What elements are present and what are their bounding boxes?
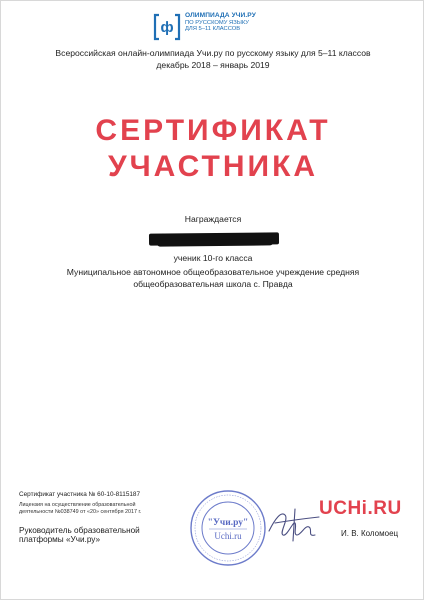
head-title-line-2: платформы «Учи.ру» [19,535,101,545]
signature-icon [265,501,325,545]
license-line-2: деятельности №038749 от «20» сентября 2017 г. [19,508,142,515]
student-grade: ученик 10-го класса [173,253,253,263]
olympiad-bracket-icon [153,13,181,41]
logo-line-1: ОЛИМПИАДА УЧИ.РУ [185,12,256,19]
stamp-text-bottom: Uchi.ru [214,531,242,541]
license-info [19,502,179,516]
head-title [19,526,179,546]
redacted-name [149,232,279,245]
head-title-line-1: Руководитель образовательной [19,525,140,535]
olympiad-dates: декабрь 2018 – январь 2019 [156,60,270,70]
signer-name: И. В. Коломоец [341,529,399,538]
svg-text:ф: ф [160,19,174,36]
certificate-title: СЕРТИФИКАТ [95,114,331,147]
awarded-label: Награждается [184,214,242,224]
stamp-text-top: "Учи.ру" [207,518,249,528]
logo-line-3: ДЛЯ 5–11 КЛАССОВ [185,26,241,32]
license-line-1: Лицензия на осуществление образовательной [19,502,136,508]
olympiad-logo-text [185,13,256,32]
logo-line-2: ПО РУССКОМУ ЯЗЫКУ [185,19,249,26]
certificate-subtitle: УЧАСТНИКА [107,150,319,183]
uchi-logo: UCHi.RU [319,498,402,519]
olympiad-subtitle: Всероссийская онлайн-олимпиада Учи.ру по русскому языку для 5–11 классов [55,48,371,58]
certificate-number: Сертификат участника № 60-10-8115187 [19,491,141,498]
official-stamp-icon [189,489,267,567]
footer-left [19,491,179,545]
school-name: Муниципальное автономное общеобразовательное учреждение средняя общеобразовательная школа с. Правда [66,267,360,289]
olympiad-logo [153,13,256,41]
